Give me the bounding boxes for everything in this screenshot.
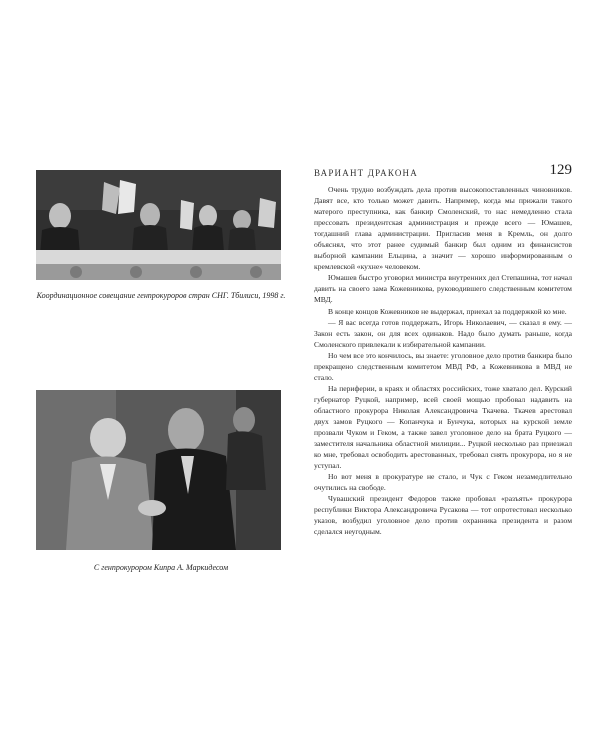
paragraph: Но чем все это кончилось, вы знаете: уголовное дело против банкира было прекращено следственным комитетом МВД РФ, а Кожевникова в МВД не стало. xyxy=(314,350,572,382)
conference-photo-image xyxy=(36,170,281,280)
paragraph: На периферии, в краях и областях российских, тоже хватало дел. Курский губернатор Руцкой, например, всей своей мощью пробовал надавить на областного прокурора Николая Александровича Ткачева. Ткачев арестовал двух замов Руцкого — Копанчука и Бунчука, которых на курской земле прозвали Чуком и Геком, а также завел уголовное дело на брата Руцкого — заместителя начальника областной милиции... Руцкой несколько раз приезжал ко мне, требовал освободить арестованных, требовал снять прокурора, но я не уступал. xyxy=(314,383,572,471)
paragraph: Очень трудно возбуждать дела против высокопоставленных чиновников. Давят все, кто только может давить. Например, когда мы прижали такого матерого преступника, как банкир Смоленский, то нас немедленно стала прессовать президентская администрация и прежде всего — Юмашев, тогдашний глава администрации. Пригласив меня в Кремль, он долго объяснял, что этот ранее судимый банкир был одним из финансистов выборной кампании Ельцина, а значит — хорошо информированным о кремлевской «кухне» человеком. xyxy=(314,185,572,272)
paragraph: В конце концов Кожевников не выдержал, приехал за поддержкой ко мне. xyxy=(328,306,567,316)
conference-photo xyxy=(36,170,281,280)
page-number: 129 xyxy=(549,162,572,178)
paragraph: Юмашев быстро уговорил министра внутренних дел Степашина, тот начал давить на своего зама Кожевникова, руководившего следственным комитетом МВД. xyxy=(314,273,572,305)
running-head xyxy=(314,160,572,182)
paragraph: Но вот меня в прокуратуре не стало, и Чук с Геком незамедлительно очутились на свободе. xyxy=(314,472,572,493)
right-page xyxy=(304,150,580,590)
photo-caption-handshake: С генпрокурором Кипра А. Маркидесом xyxy=(93,563,229,572)
paragraph: — Я вас всегда готов поддержать, Игорь Николаевич, — сказал я ему. — Закон есть закон, он для всех одинаков. Надо было думать раньше, когда Смоленского привлекали к избирательной кампании. xyxy=(314,317,572,349)
body-text xyxy=(314,184,572,538)
photo-caption-conference: Координационное совещание генпрокуроров стран СНГ. Тбилиси, 1998 г. xyxy=(36,291,286,300)
handshake-photo-image xyxy=(36,390,281,550)
paragraph: Чувашский президент Федоров также пробовал «разъять» прокурора республики Виктора Александровича Русакова — тот опротестовал несколько указов, возбудил уголовное дело против охранника президента и разом сделался неугодным. xyxy=(314,494,572,537)
left-page xyxy=(26,150,286,600)
handshake-photo xyxy=(36,390,281,550)
running-head-title: ВАРИАНТ ДРАКОНА xyxy=(314,168,418,178)
